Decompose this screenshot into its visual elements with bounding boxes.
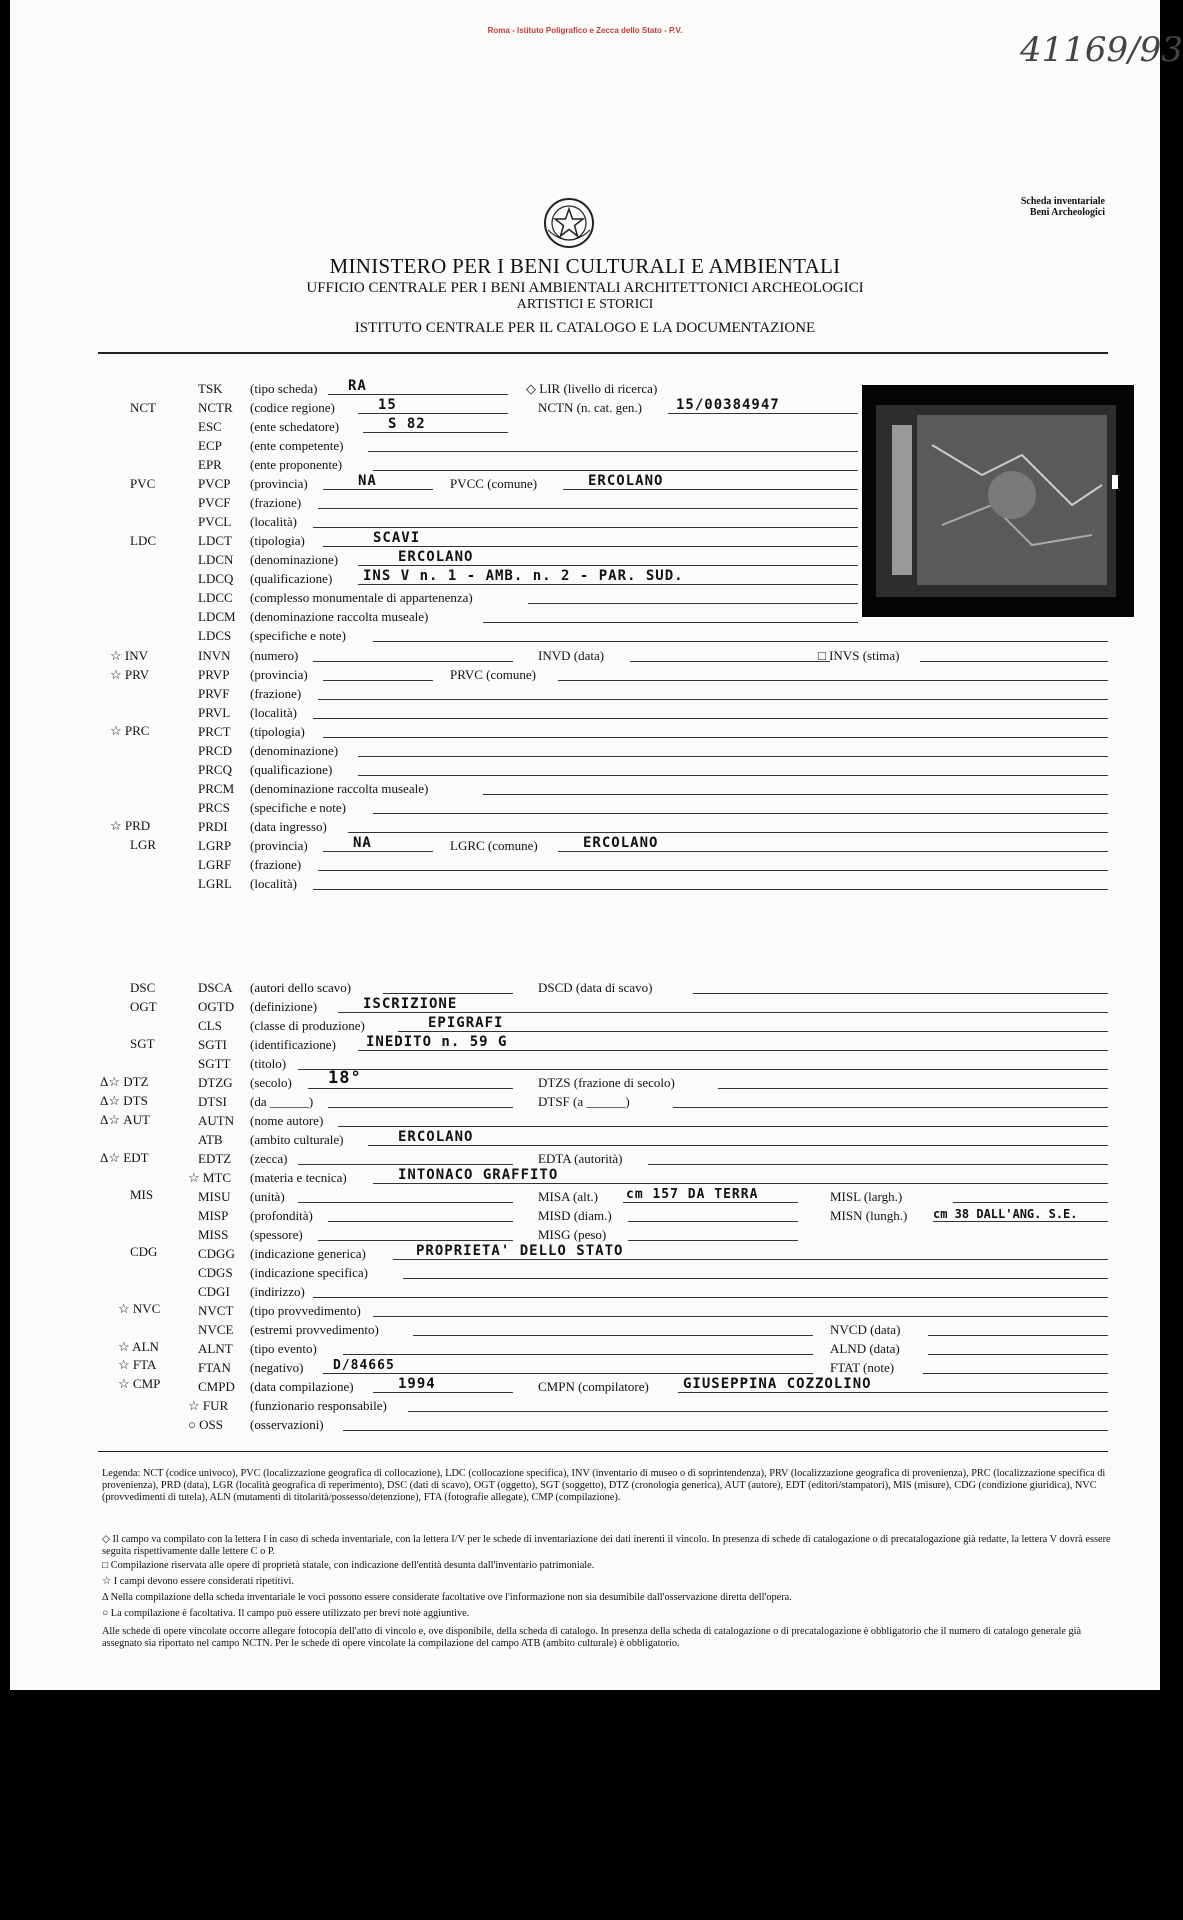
- field-lgrf: LGRF (frazione): [198, 857, 1108, 873]
- value-cdgg: PROPRIETA' DELLO STATO: [416, 1243, 624, 1259]
- group-pvc: PVC: [130, 476, 156, 491]
- value-pvcp: NA: [358, 473, 377, 489]
- group-aut: Δ☆ AUT: [100, 1112, 150, 1127]
- legend-divider: [98, 1451, 1108, 1452]
- field-ldcq: LDCQ (qualificazione) INS V n. 1 - AMB. n. 2 - PAR. SUD.: [198, 571, 1108, 587]
- italian-republic-emblem-icon: [542, 196, 596, 250]
- field-mtc: ☆ MTC (materia e tecnica) INTONACO GRAFFITO: [198, 1170, 1108, 1186]
- field-misp: MISP (profondità) MISD (diam.) MISN (lungh.) cm 38 DALL'ANG. S.E.: [198, 1208, 1108, 1224]
- group-nvc: ☆ NVC: [118, 1301, 161, 1316]
- field-ecp: ECP (ente competente): [198, 438, 1108, 454]
- value-ldct: SCAVI: [373, 530, 421, 546]
- institute-title: ISTITUTO CENTRALE PER IL CATALOGO E LA DOCUMENTAZIONE: [354, 320, 816, 336]
- field-prcd: PRCD (denominazione): [198, 743, 1108, 759]
- value-cls: EPIGRAFI: [428, 1015, 504, 1031]
- field-sgtt: SGTT (titolo): [198, 1056, 1108, 1072]
- group-mis: MIS: [130, 1187, 154, 1202]
- field-prvp: PRVP (provincia) PRVC (comune): [198, 667, 1108, 683]
- legend-note-optional: ○ La compilazione è facoltativa. Il campo può essere utilizzato per brevi note aggiuntive.: [102, 1608, 470, 1619]
- printer-line: Roma - Istituto Poligrafico e Zecca dello Stato - P.V.: [487, 26, 683, 35]
- field-lgrp: LGRP (provincia) NA LGRC (comune) ERCOLANO: [198, 838, 1108, 854]
- value-ogtd: ISCRIZIONE: [363, 996, 458, 1012]
- field-ldcn: LDCN (denominazione) ERCOLANO: [198, 552, 1108, 568]
- group-cdg: CDG: [130, 1244, 158, 1259]
- value-misa: cm 157 DA TERRA: [626, 1187, 759, 1202]
- office-line-2: ARTISTICI E STORICI: [516, 297, 654, 312]
- field-miss: MISS (spessore) MISG (peso): [198, 1227, 1108, 1243]
- sheet-type-line1: Scheda inventariale: [1020, 196, 1105, 207]
- field-dsca: DSCA (autori dello scavo) DSCD (data di scavo): [198, 980, 1108, 996]
- value-cmpn: GIUSEPPINA COZZOLINO: [683, 1376, 872, 1392]
- field-pvcf: PVCF (frazione): [198, 495, 1108, 511]
- field-ogtd: OGTD (definizione) ISCRIZIONE: [198, 999, 1108, 1015]
- field-pvcl: PVCL (località): [198, 514, 1108, 530]
- group-sgt: SGT: [130, 1036, 155, 1051]
- field-fur: ☆ FUR (funzionario responsabile): [198, 1398, 1108, 1414]
- field-nvct: NVCT (tipo provvedimento): [198, 1303, 1108, 1319]
- sheet-number-handwritten: 41169/93: [1020, 30, 1183, 70]
- field-esc: ESC (ente schedatore) S 82: [198, 419, 1108, 435]
- field-misu: MISU (unità) MISA (alt.) cm 157 DA TERRA MISL (largh.): [198, 1189, 1108, 1205]
- value-lgrp: NA: [353, 835, 372, 851]
- value-pvcc: ERCOLANO: [588, 473, 664, 489]
- sheet-type-label: [980, 196, 1105, 218]
- field-cls: CLS (classe di produzione) EPIGRAFI: [198, 1018, 1108, 1034]
- legend-note-lir: ◇ Il campo va compilato con la lettera I in caso di scheda inventariale, con la lettera I/V per le schede di inventariazione dei dati inerenti il vincolo. In presenza di schede di catalogazione o di precatalogazione già redatte, la lettera V dovrà essere seguita rispettivamente dalle lettere C o P.: [102, 1534, 1111, 1557]
- ministry-title: MINISTERO PER I BENI CULTURALI E AMBIENTALI: [329, 254, 841, 278]
- field-pvcp: PVCP (provincia) NA PVCC (comune) ERCOLANO: [198, 476, 1108, 492]
- field-sgti: SGTI (identificazione) INEDITO n. 59 G: [198, 1037, 1108, 1053]
- inventory-sheet: [10, 0, 1183, 1690]
- group-ldc: LDC: [130, 533, 156, 548]
- group-edt: Δ☆ EDT: [100, 1150, 149, 1165]
- legend-note-optional-inventory: Δ Nella compilazione della scheda inventariale le voci possono essere considerate facoltative ove l'informazione non sia desumibile dall'osservazione diretta dell'opera.: [102, 1592, 792, 1603]
- field-cdgs: CDGS (indicazione specifica): [198, 1265, 1108, 1281]
- group-prc: ☆ PRC: [110, 723, 150, 738]
- field-ldcm: LDCM (denominazione raccolta museale): [198, 609, 1108, 625]
- value-dtzg: 18°: [328, 1068, 362, 1088]
- group-dts: Δ☆ DTS: [100, 1093, 148, 1108]
- sheet-type-line2: Beni Archeologici: [1029, 207, 1105, 218]
- legend-note-invs: □ Compilazione riservata alle opere di proprietà statale, con indicazione dell'entità desunta dall'inventario patrimoniale.: [102, 1560, 595, 1571]
- legend-note-bound-works: Alle schede di opere vincolate occorre allegare fotocopia dell'atto di vincolo e, ove disponibile, della scheda di catalogo. In presenza della scheda di catalogazione o di precatalogazione è obbligatorio che il numero di catalogo generale già assegnato sia riportato nel campo NCTN. Per le schede di opere vincolate la compilazione del campo ATB (ambito culturale) è obbligatorio.: [102, 1626, 1082, 1649]
- group-fta: ☆ FTA: [118, 1357, 157, 1372]
- group-nct: NCT: [130, 400, 156, 415]
- field-cdgi: CDGI (indirizzo): [198, 1284, 1108, 1300]
- field-prvf: PRVF (frazione): [198, 686, 1108, 702]
- field-ldcc: LDCC (complesso monumentale di appartenenza): [198, 590, 1108, 606]
- value-ldcn: ERCOLANO: [398, 549, 474, 565]
- value-misn: cm 38 DALL'ANG. S.E.: [933, 1207, 1078, 1221]
- field-edtz: EDTZ (zecca) EDTA (autorità): [198, 1151, 1108, 1167]
- field-prvl: PRVL (località): [198, 705, 1108, 721]
- group-aln: ☆ ALN: [118, 1339, 159, 1354]
- value-atb: ERCOLANO: [398, 1129, 474, 1145]
- group-dtz: Δ☆ DTZ: [100, 1074, 149, 1089]
- field-autn: AUTN (nome autore): [198, 1113, 1108, 1129]
- group-ogt: OGT: [130, 999, 157, 1014]
- value-sgti: INEDITO n. 59 G: [366, 1034, 508, 1050]
- field-nvce: NVCE (estremi provvedimento) NVCD (data): [198, 1322, 1108, 1338]
- group-prv: ☆ PRV: [110, 667, 150, 682]
- field-dtsi: DTSI (da ______) DTSF (a ______): [198, 1094, 1108, 1110]
- field-alnt: ALNT (tipo evento) ALND (data): [198, 1341, 1108, 1357]
- value-nctr: 15: [378, 397, 397, 413]
- legend-note-repeat: ☆ I campi devono essere considerati ripetitivi.: [102, 1576, 294, 1587]
- field-prcs: PRCS (specifiche e note): [198, 800, 1108, 816]
- field-nctr: NCTR (codice regione) 15 NCTN (n. cat. gen.) 15/00384947: [198, 400, 1108, 416]
- field-oss: ○ OSS (osservazioni): [198, 1417, 1108, 1433]
- field-tsk: TSK (tipo scheda) RA ◇ LIR (livello di ricerca): [198, 378, 658, 396]
- field-prcm: PRCM (denominazione raccolta museale): [198, 781, 1108, 797]
- field-ldcs: LDCS (specifiche e note): [198, 628, 1108, 644]
- field-ftan: FTAN (negativo) D/84665 FTAT (note): [198, 1360, 1108, 1376]
- field-dtzg: DTZG (secolo) 18° DTZS (frazione di secolo): [198, 1075, 1108, 1091]
- field-cdgg: CDGG (indicazione generica) PROPRIETA' DELLO STATO: [198, 1246, 1108, 1262]
- office-line-1: UFFICIO CENTRALE PER I BENI AMBIENTALI ARCHITETTONICI ARCHEOLOGICI: [306, 280, 864, 296]
- value-lgrc: ERCOLANO: [583, 835, 659, 851]
- value-ftan: D/84665: [333, 1358, 395, 1373]
- group-inv: ☆ INV: [110, 648, 149, 663]
- field-ldct: LDCT (tipologia) SCAVI: [198, 533, 1108, 549]
- field-lgrl: LGRL (località): [198, 876, 1108, 892]
- value-tsk: RA: [348, 378, 367, 394]
- value-nctn: 15/00384947: [676, 397, 780, 413]
- value-mtc: INTONACO GRAFFITO: [398, 1167, 559, 1183]
- header-divider: [98, 352, 1108, 354]
- value-ldcq: INS V n. 1 - AMB. n. 2 - PAR. SUD.: [363, 568, 684, 584]
- field-prcq: PRCQ (qualificazione): [198, 762, 1108, 778]
- value-esc: S 82: [388, 416, 426, 432]
- field-invn: INVN (numero) INVD (data) □ INVS (stima): [198, 648, 1108, 664]
- field-prct: PRCT (tipologia): [198, 724, 1108, 740]
- field-atb: ATB (ambito culturale) ERCOLANO: [198, 1132, 1108, 1148]
- group-dsc: DSC: [130, 980, 156, 995]
- group-cmp: ☆ CMP: [118, 1376, 161, 1391]
- value-cmpd: 1994: [398, 1376, 436, 1392]
- group-prd: ☆ PRD: [110, 818, 151, 833]
- group-lgr: LGR: [130, 837, 156, 852]
- field-cmpd: CMPD (data compilazione) 1994 CMPN (compilatore) GIUSEPPINA COZZOLINO: [198, 1379, 1108, 1395]
- field-prdi: PRDI (data ingresso): [198, 819, 1108, 835]
- legend-abbreviations: Legenda: NCT (codice univoco), PVC (localizzazione geografica di collocazione), LDC (collocazione specifica), INV (inventario di museo o di soprintendenza), PRV (localizzazione geografica di provenienza), PRC (localizzazione specifica di provenienza), PRD (data), LGR (località geografica di reperimento), DSC (dati di scavo), OGT (oggetto), SGT (soggetto), DTZ (cronologia generica), AUT (autore), EDT (editori/stampatori), MIS (misure), CDG (condizione giuridica), NVC (provvedimenti di tutela), ALN (mutamenti di titolarità/possesso/detenzione), FTA (fotografie allegate), CMP (compilazione).: [102, 1468, 1106, 1503]
- field-epr: EPR (ente proponente): [198, 457, 1108, 473]
